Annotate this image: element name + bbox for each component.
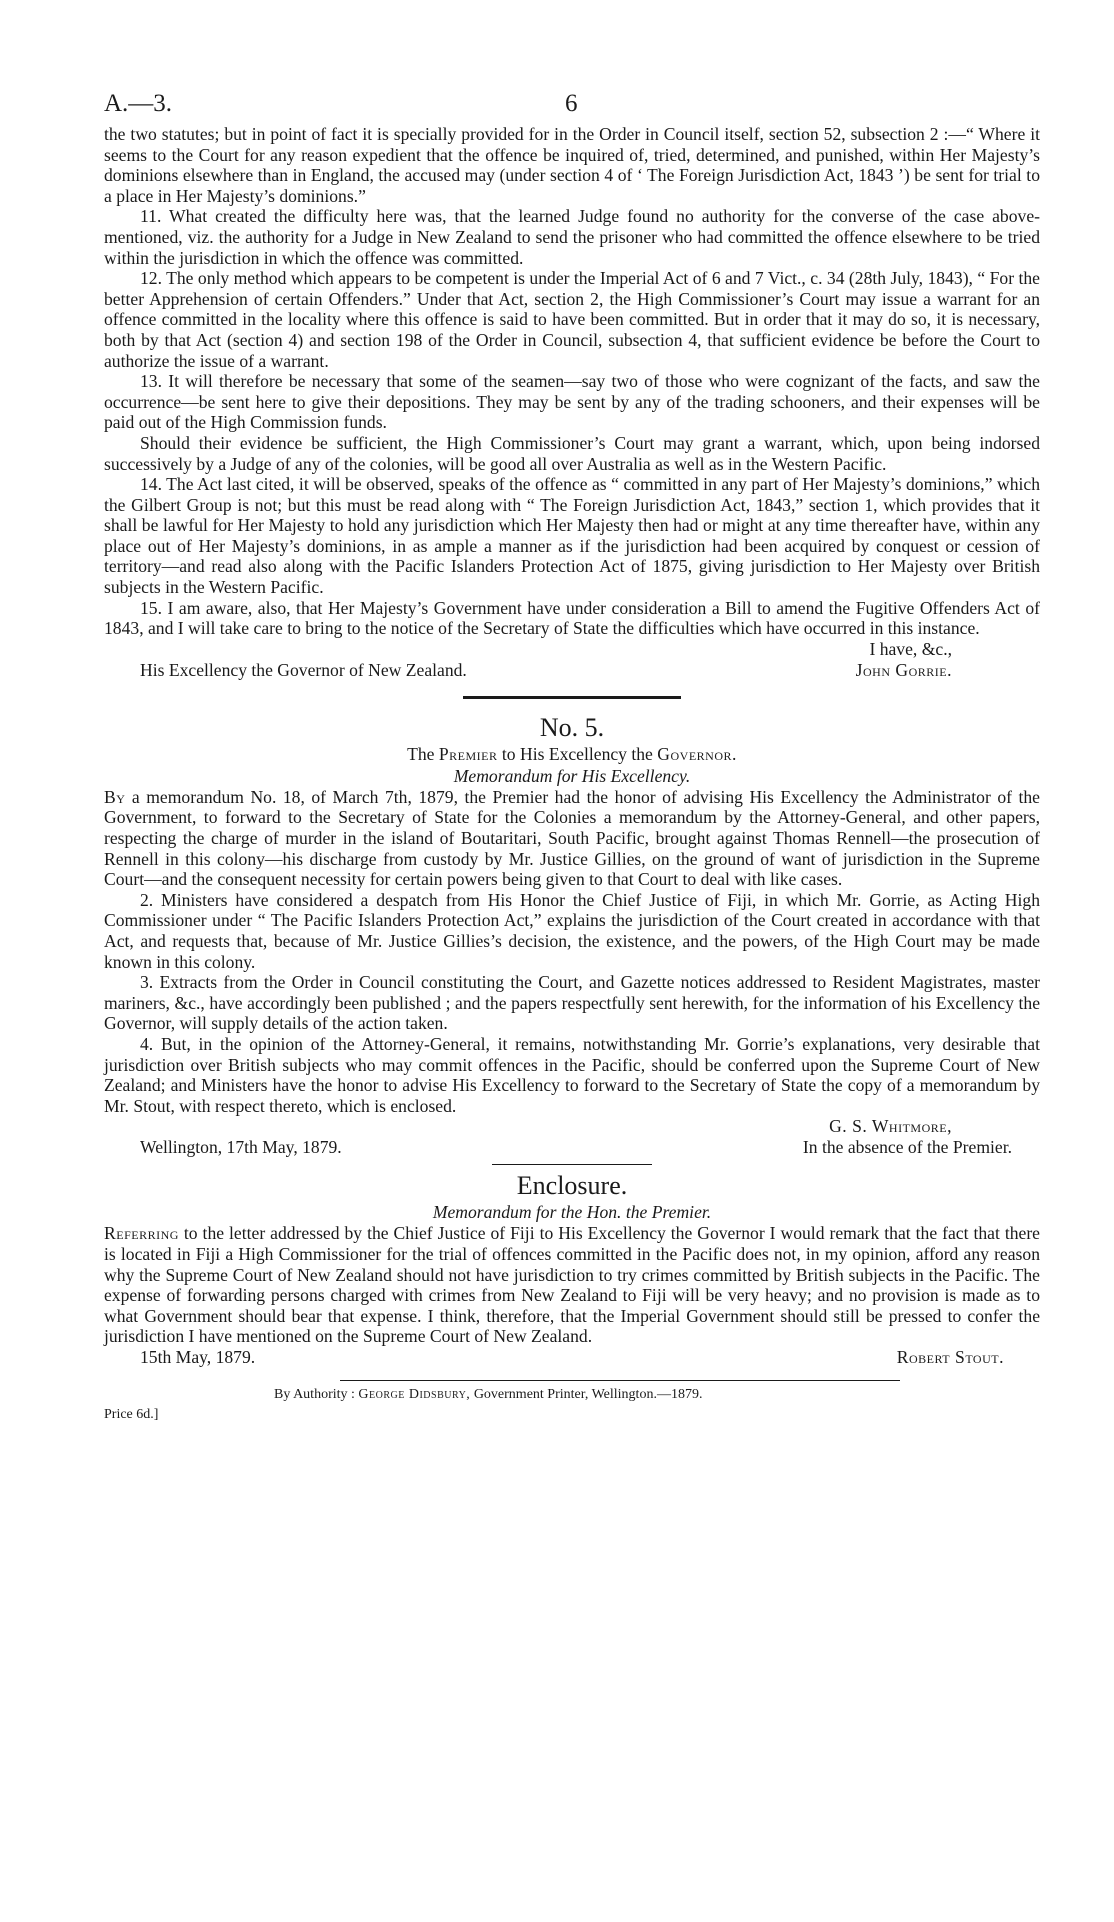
authority-text: Government Printer, Wellington.—1879. bbox=[473, 1386, 703, 1402]
enclosure-signature-line bbox=[104, 1347, 1040, 1368]
memo-paragraph: 3. Extracts from the Order in Council constituting the Court, and Gazette notices addressed to Resident Magistrates, master mariners, &c., have accordingly been published ; and the papers respectfully sent herewith, for the information of his Excellency the Governor, will supply details of the action taken. bbox=[104, 972, 1040, 1034]
enclosure-text: to the letter addressed by the Chief Justice of Fiji to His Excellency the Governor I would remark that the fact that there is located in Fiji a High Commissioner for the trial of offences committed in the Pacific does not, in my opinion, afford any reason why the Supreme Court of New Zealand should not have jurisdiction to try crimes committed by British subjects in the Pacific. The expense of forwarding persons charged with crimes from New Zealand to Fiji will be very heavy; and no provision is made as to what Government should bear that expense. I think, therefore, that the Imperial Government should still be pressed to confer the jurisdiction I have mentioned on the Supreme Court of New Zealand. bbox=[104, 1223, 1040, 1347]
page-footer bbox=[104, 1387, 1040, 1433]
letter-paragraph: Should their evidence be sufficient, the High Commissioner’s Court may grant a warrant, which, upon being indorsed successively by a Judge of any of the colonies, will be good all over Australia as well as in the Western Pacific. bbox=[104, 432, 1040, 474]
section-divider bbox=[463, 696, 681, 699]
memo-paragraph bbox=[104, 787, 1040, 890]
subheading-from: Premier bbox=[438, 743, 498, 764]
memo-first-word: By bbox=[104, 786, 126, 807]
subheading-to: Governor. bbox=[657, 743, 737, 764]
letter-paragraph: 12. The only method which appears to be competent is under the Imperial Act of 6 and 7 Vict., c. 34 (28th July, 1843), “ For the better Apprehension of certain Offenders.” Under that Act, section 2, the High Commissioner’s Court may issue a warrant for an offence committed in the locality where this offence is said to have been committed. But in order that it may do so, it is necessary, both by that Act (section 4) and section 198 of the Order in Council, subsection 4, that sufficient evidence be before the Court to authorize the issue of a warrant. bbox=[104, 268, 1040, 371]
page-header bbox=[104, 84, 1040, 124]
no5-signature-block bbox=[104, 1116, 1040, 1158]
enclosure-memo-title: Memorandum for the Hon. the Premier. bbox=[432, 1202, 712, 1223]
authority-text: By Authority : bbox=[274, 1386, 355, 1402]
letter-paragraph: the two statutes; but in point of fact it is specially provided for in the Order in Council itself, section 52, subsection 2 :—“ Where it seems to the Court for any reason expedient that the offence be inquired of, tried, determined, and punished, within Her Majesty’s dominions elsewhere than in England, the accused may (under section 4 of ‘ The Foreign Jurisdiction Act, 1843 ’) be sent for trial to a place in Her Majesty’s dominions.” bbox=[104, 124, 1040, 206]
enclosure-signature: Robert Stout. bbox=[896, 1346, 1004, 1367]
enclosure-heading: Enclosure. bbox=[516, 1171, 628, 1201]
letter-closing: I have, &c., bbox=[869, 638, 952, 659]
letter-paragraph: 11. What created the difficulty here was, that the learned Judge found no authority for the converse of the case above-mentioned, viz. the authority for a Judge in New Zealand to send the prisoner who had committed the offence elsewhere to be tried within the jurisdiction in which the offence was committed. bbox=[104, 206, 1040, 268]
letter-paragraph: 13. It will therefore be necessary that some of the seamen—say two of those who were cognizant of the facts, and saw the occurrence—be sent here to give their depositions. They may be sent by any of the trading schooners, and their expenses will be paid out of the High Commission funds. bbox=[104, 371, 1040, 433]
enclosure-memorandum bbox=[104, 1223, 1040, 1347]
letter-signature: John Gorrie. bbox=[855, 659, 952, 680]
printer-authority bbox=[274, 1387, 702, 1403]
footer-divider bbox=[340, 1380, 900, 1381]
letter-addressee: His Excellency the Governor of New Zealand. bbox=[140, 659, 467, 680]
letter-signature-line bbox=[104, 660, 1040, 681]
no5-subheading bbox=[104, 743, 1040, 765]
memo-paragraph: 4. But, in the opinion of the Attorney-General, it remains, notwithstanding Mr. Gorrie’s explanations, very desirable that jurisdiction over British subjects who may commit offences in the Pacific, should be conferred upon the Supreme Court of New Zealand; and Ministers have the honor to advise His Excellency to forward to the Secretary of State the copy of a memorandum by Mr. Stout, with respect thereto, which is enclosed. bbox=[104, 1033, 1040, 1116]
subheading-text: The bbox=[407, 743, 435, 764]
page-number: 6 bbox=[565, 90, 578, 117]
paper-reference: A.—3. bbox=[104, 90, 173, 117]
no5-signature: G. S. Whitmore, bbox=[829, 1116, 952, 1137]
gorrie-letter bbox=[104, 124, 1040, 639]
document-page bbox=[104, 84, 1040, 1433]
printer-name: George Didsbury, bbox=[358, 1386, 471, 1402]
no5-heading: No. 5. bbox=[539, 712, 605, 742]
letter-paragraph: 14. The Act last cited, it will be observed, speaks of the offence as “ committed in any part of Her Majesty’s dominions,” which the Gilbert Group is not; but this must be read along with “ The Foreign Jurisdiction Act, 1843,” section 1, which provides that it shall be lawful for Her Majesty to hold any jurisdiction which Her Majesty then had or might at any time thereafter have, within any place out of Her Majesty’s dominions, in as ample a manner as if the jurisdiction had been acquired by conquest or cession of territory—and read also along with the Pacific Islanders Protection Act of 1875, giving jurisdiction to Her Majesty over British subjects in the Western Pacific. bbox=[104, 474, 1040, 598]
memo-paragraph: 2. Ministers have considered a despatch from His Honor the Chief Justice of Fiji, in which Mr. Gorrie, as Acting High Commissioner under “ The Pacific Islanders Protection Act,” explains the jurisdiction of the Court created in accordance with that Act, and requests that, because of Mr. Justice Gillies’s decision, the existence, and the powers, of the High Court may be made known in this colony. bbox=[104, 889, 1040, 972]
enclosure-date: 15th May, 1879. bbox=[140, 1346, 256, 1367]
subheading-text: to His Excellency the bbox=[501, 743, 653, 764]
no5-date: Wellington, 17th May, 1879. bbox=[140, 1137, 342, 1158]
enclosure-paragraph bbox=[104, 1223, 1040, 1347]
no5-signature-note: In the absence of the Premier. bbox=[802, 1137, 1012, 1158]
no5-memo-title: Memorandum for His Excellency. bbox=[453, 765, 691, 786]
letter-paragraph: 15. I am aware, also, that Her Majesty’s Government have under consideration a Bill to amend the Fugitive Offenders Act of 1843, and I will take care to bring to the notice of the Secretary of State the difficulties which have occurred in this instance. bbox=[104, 597, 1040, 639]
letter-closing-line bbox=[104, 639, 1040, 660]
no5-memorandum bbox=[104, 787, 1040, 1117]
price-note: Price 6d.] bbox=[104, 1406, 159, 1422]
enclosure-first-word: Referring bbox=[104, 1223, 179, 1244]
enclosure-divider bbox=[492, 1164, 652, 1165]
memo-text: a memorandum No. 18, of March 7th, 1879, the Premier had the honor of advising His Excellency the Administrator of the Government, to forward to the Secretary of State for the Colonies a memorandum by the Attorney-General, and other papers, respecting the charge of murder in the island of Boutaritari, South Pacific, brought against Thomas Rennell—the prosecution of Rennell in this colony—his discharge from custody by Mr. Justice Gillies, on the ground of want of jurisdiction in the Supreme Court—and the consequent necessity for certain powers being given to that Court to deal with like cases. bbox=[104, 786, 1040, 890]
